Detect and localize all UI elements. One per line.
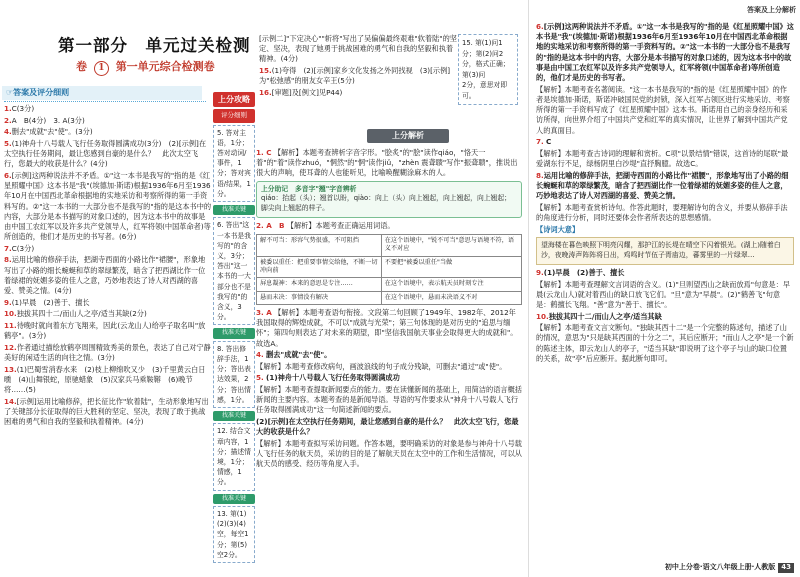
answer-item: 15.(1)夸得 (2)[示例]家乡文化发扬之外同找视 (3)[示例]为"松弛感"的朋友女辛王(5分)	[259, 66, 451, 86]
answer-item: 6.[示例]这两种说法并不矛盾。①"这一本书是我写的"指的是《红星照耀中国》这本书是"我"(埃德加·斯诺)根据1936年6月至1936年10月在中国西北革命根据地的实地采访和考察所得的第一手资料写的。②"这一本书的一大部分也不是我写的"指的是这本书中的内容，大部分是本书描写的对象口述的，因为这本书中的故事是由中国工农红军以及许多共产党领导人，红军将领(中国革命者)等所创造的，他们才是历史的书写者。(6分)	[4, 170, 212, 242]
memory-tip-title: 上分助记 多音字"翘"字音辨析	[261, 184, 357, 193]
sidebar-tag-rules: 评分细则	[213, 109, 255, 122]
word-comparison-table	[256, 234, 522, 305]
middle-answers	[259, 34, 459, 100]
answer-item: 13.(1)巴蜀雪消春水来 (2)枝上柳绵吹又少 (3)千里黄云白日曛 (4)山舞银蛇，原驰蜡象 (5)汉家兵马乘鞍鞯 (6)晚节将……(5)	[4, 364, 206, 394]
paper-title-row	[76, 59, 215, 76]
sidebar-tag-key: 找准关键	[213, 328, 255, 339]
memory-tip-text: qiáo：抬起（头）；翘首以盼，qiào：向上（头）向上翘起，向上翘起，向上翘起；脚尖向上翘起的样子。	[261, 194, 511, 212]
analysis-item: 9.(1)早晨 (2)善于、擅长	[536, 267, 625, 277]
part-title: 第一部分 单元过关检测	[58, 36, 251, 55]
analysis-item: 【解析】本题考查拟写采访问题。作答本题，要明确采访的对象是参与神舟十八号载人飞行任务的航天员，采访的目的是了解航天员在太空中的工作和生活情况，可以从航天员的感受、经历等角度入手。	[256, 438, 522, 469]
answer-item: 10.独拔其四十二/而山人之亭/适当其缺(2分)	[4, 309, 147, 319]
table-row: 被委以重任：把重要事情交给他，不断一切冲向前 不要把"被委以重任"当做	[257, 256, 522, 278]
answer-item: 8.运用比喻的修辞手法，把湖寺西面的小路比作"裙腰"，形象地写出了小路的细长蜿蜒和草的翠绿繁茂，暗含了把西湖比作一位着绿裙的妩媚多姿的佳人之意，巧妙地表达了诗人对西湖的喜爱、赞美之情。(4分)	[4, 255, 206, 296]
answer-item: 2.A B(4分) 3. A(3分)	[4, 115, 85, 125]
analysis-item: 3. A 【解析】本题考查语句衔接。文段第二句回顾了1949年、1982年、2012年我国取得的辉煌成就，不可以"成就与光荣"；第三句体现的是对历史的"追思与缅怀"；第四句则表达了对未来的期望，即"坚信我国航天事业会取得更大的成就和"。故选A。	[256, 307, 518, 348]
sidebar-tag-key: 找准关键	[213, 205, 255, 216]
answer-item: 1.C(3分)	[4, 104, 35, 113]
analysis-item: 10.独拔其四十二/而山人之亭/适当其缺	[536, 311, 662, 321]
sidebar-tag-strategy: 上分攻略	[213, 92, 255, 107]
answer-item: 4.删去"成就"去"使"。(3分)	[4, 127, 93, 137]
right-analysis-column	[536, 22, 794, 365]
analysis-item: 4. 删去"成就"去"使"。	[256, 350, 332, 360]
analysis-item: 【解析】本题考查提取新闻要点的能力。要在读懂新闻的基础上，用简洁的语言概括新闻的主要内容。本题考查的是新闻导语。导语的写作要求从"神舟十八号载人飞行任务取得圆满成功"这一句简述新闻的要点。	[256, 385, 522, 415]
analysis-item: 【解析】本题考查古诗词的理解和赏析。C项"以景结情"错误，这首诗的尾联"最爱湖东行不足，绿杨阴里白沙堤"直抒胸臆。故选C。	[536, 148, 789, 169]
paper-number-badge: 1	[94, 61, 109, 76]
divider	[4, 101, 206, 102]
table-row: 悬而未决：事情没有解决 在这个语境中，悬而未决语义不对	[257, 291, 522, 304]
scoring-note: 8. 答出修辞手法，1分；答出表达效果，2分；答出情感，1分。	[213, 341, 255, 408]
footer-title: 初中上分卷·语文八年级上册·人教版	[664, 563, 776, 572]
table-row: 屏息凝神：本来的意思是专注…… 在这个语境中，表示航天员时刻专注	[257, 278, 522, 291]
memory-tip-box	[256, 181, 522, 218]
analysis-item: (2)[示例]在太空执行任务期间，最让您感到自豪的是什么？ 此次太空飞行，您最大的收获是什么？	[256, 417, 519, 437]
analysis-item: 2. A B 【解析】本题考查正确运用词语。	[256, 220, 395, 230]
page-header: 答案及上分解析	[747, 6, 796, 14]
answer-item: [示例二]"下定决心""斩将"写出了吴偏偏最终艰难"软着陆"的坚定、坚决，表现了她勇于挑战困难的勇气和自我的坚毅和执着精神。(4分)	[259, 34, 457, 64]
analysis-item: 7. C	[536, 137, 552, 147]
analysis-column	[256, 148, 522, 471]
answer-section-heading: ☞答案及评分细则	[2, 86, 202, 100]
mid-scoring-box	[458, 34, 518, 105]
page-gutter	[528, 0, 529, 577]
analysis-item: 【解析】本题考查名著阅读。"这一本书是我写的"指的是《红星照耀中国》的作者是埃德加·斯诺，斯诺冲破国民党的封锁，深入红军占领区进行实地采访、考察所得的第一手资料写成了《红星照耀中国》这本书。斯诺用自己的亲身经历和采访所得，向世界介绍了中国共产党和红军的真实情况，让世界了解到中国共产党人的真面目。	[536, 84, 790, 135]
page-footer	[665, 563, 794, 573]
answer-item: 5.(1)神舟十八号载人飞行任务取得圆满成功(3分) (2)[示例]在太空执行任务期间，最让您感到自豪的是什么？ 此次太空飞行，您最大的收获是什么？(4分)	[4, 138, 207, 169]
analysis-item: 8.运用比喻的修辞手法，把湖寺西面的小路比作"裙腰"，形象地写出了小路的细长蜿蜒和草的翠绿繁茂，暗含了把西湖比作一位着绿裙的妩媚多姿的佳人之意，巧妙地表达了诗人对西湖的喜爱、赞美之情。	[536, 170, 789, 201]
analysis-item: 6.[示例]这两种说法并不矛盾。①"这一本书是我写的"指的是《红星照耀中国》这本书是"我"(埃德加·斯诺)根据1936年6月至1936年10月在中国西北革命根据地的实地采访和考察所得的第一手资料写的。②"这一本书的一大部分也不是我写的"指的是这本书中的内容，大部分是本书描写的对象口述的，因为这本书中的故事是由中国工农红军以及许多共产党领导人，红军将领(中国革命者)等所创造的，他们才是历史的书写者。	[536, 22, 794, 83]
paper-title: 第一单元综合检测卷	[115, 60, 215, 73]
scoring-note: 12. 结合文章内容，1分；描述情境，1分；情感，1分。	[213, 423, 255, 490]
sidebar-tag-key: 找准关键	[213, 411, 255, 422]
poem-heading: 【诗词大意】	[536, 225, 580, 235]
scoring-line: 15. 第(1)问1分；第(2)问2分，格式正确；第(3)问	[462, 39, 510, 79]
scoring-note: 6. 答出"这一本书是我写的"的含义，3分；答出"这一本书的一大部分也不是我写的"的含义，3分。	[213, 217, 255, 325]
answer-item: 9.(1)早晨 (2)善于、擅长	[4, 297, 90, 307]
analysis-item: 【解析】本题考查修改病句，画波浪线的句子成分残缺，可删去"通过"或"使"。	[256, 361, 507, 371]
answer-item: 7.C(3分)	[4, 243, 35, 253]
analysis-item: 【解析】本题考查文言文断句。"独缺其西十二"是一个完整的陈述句，描述了山的情况，意思为"只是缺其西面的十分之二"，其后应断开；"而山人之亭"是一个新的陈述主体，即云龙山人的亭子，"适当其缺"即说明了这个亭子与山的缺口位置的关系，故"亭"后应断开。据此断句即可。	[536, 323, 794, 363]
scoring-sidebar	[213, 92, 255, 566]
answer-item: 14.[示例]运用比喻修辞，把长征比作"软着陆"，生动形象地写出了关键部分长征取得的巨大胜利的坚定、坚决，表现了敢于挑战困难的勇气和自我的坚毅和执着精神。(4分)	[4, 396, 209, 427]
left-answer-column	[4, 104, 212, 429]
answer-item: 16.[审题]及[例文]见P44)	[259, 88, 343, 98]
sidebar-tag-key: 找准关键	[213, 494, 255, 505]
analysis-item: 5. (1)神舟十八号载人飞行任务取得圆满成功	[256, 373, 400, 383]
answer-item: 12.作者通过描绘放鹤亭周围精致秀美的景色，表达了自己对宁静美好的闲适生活的向往之情。(3分)	[4, 342, 211, 362]
table-row: 解不可当：形容气势很盛，不可阻挡 在这个语境中，"锐不可当"意思与语境不符，语义不对应	[257, 234, 522, 256]
paper-prefix: 卷	[76, 60, 87, 73]
scoring-note: 5. 答对主语，1分；答对动词/事件，1分；答对宾语/结果，1分。	[213, 125, 255, 202]
upper-analysis-heading: 上分解析	[367, 129, 449, 143]
analysis-item: 【解析】本题考查赏析诗句。作答此题时，要理解诗句的含义，并要从修辞手法的角度进行分析，同时还要体会作者所表达的思想感情。	[536, 202, 788, 222]
analysis-item: 1. C 【解析】本题考查辨析字音字形。"脍炙"的"脍"读作qiáo，"恪天一着"的"着"读作zhuó，"惘然"的"惘"读作jiǔ，"zhèn 震聋聩"写作"振聋聩"，推说出很大的声响，使耳聋的人也能听见，比喻唤醒糊涂麻木的人。	[256, 148, 518, 178]
answer-item: 11.待晚时就向着东方飞翔来，因此(云龙山人)给亭子取名叫"放鹤亭"。(3分)	[4, 320, 206, 341]
scoring-note: 13. 第(1)(2)(3)(4)空，每空1分；第(5)空2分。	[213, 506, 255, 563]
analysis-item: 【解析】本题考查理解文言词语的含义。(1)"旦则望西山之缺而放焉"句意是：早晨(云龙山人)就对着西山的缺口放飞它们。"旦"意为"早晨"。(2)"鹤善飞"句意是：鹤擅长飞翔。"善"意为"善于、擅长"。	[536, 279, 790, 309]
page-number: 43	[778, 563, 794, 573]
poem-box: 望海楼在暮色映照下明亮闪耀，那护江的长堤在晴空下闪着银光。(湖上)随着白沙，夜晚涛声阵阵将日出，鸡鸣时节伍子胥庙边，蕃雾里的一片绿翠…	[536, 237, 794, 265]
scoring-line: 2分，意思对即可。	[462, 81, 508, 100]
